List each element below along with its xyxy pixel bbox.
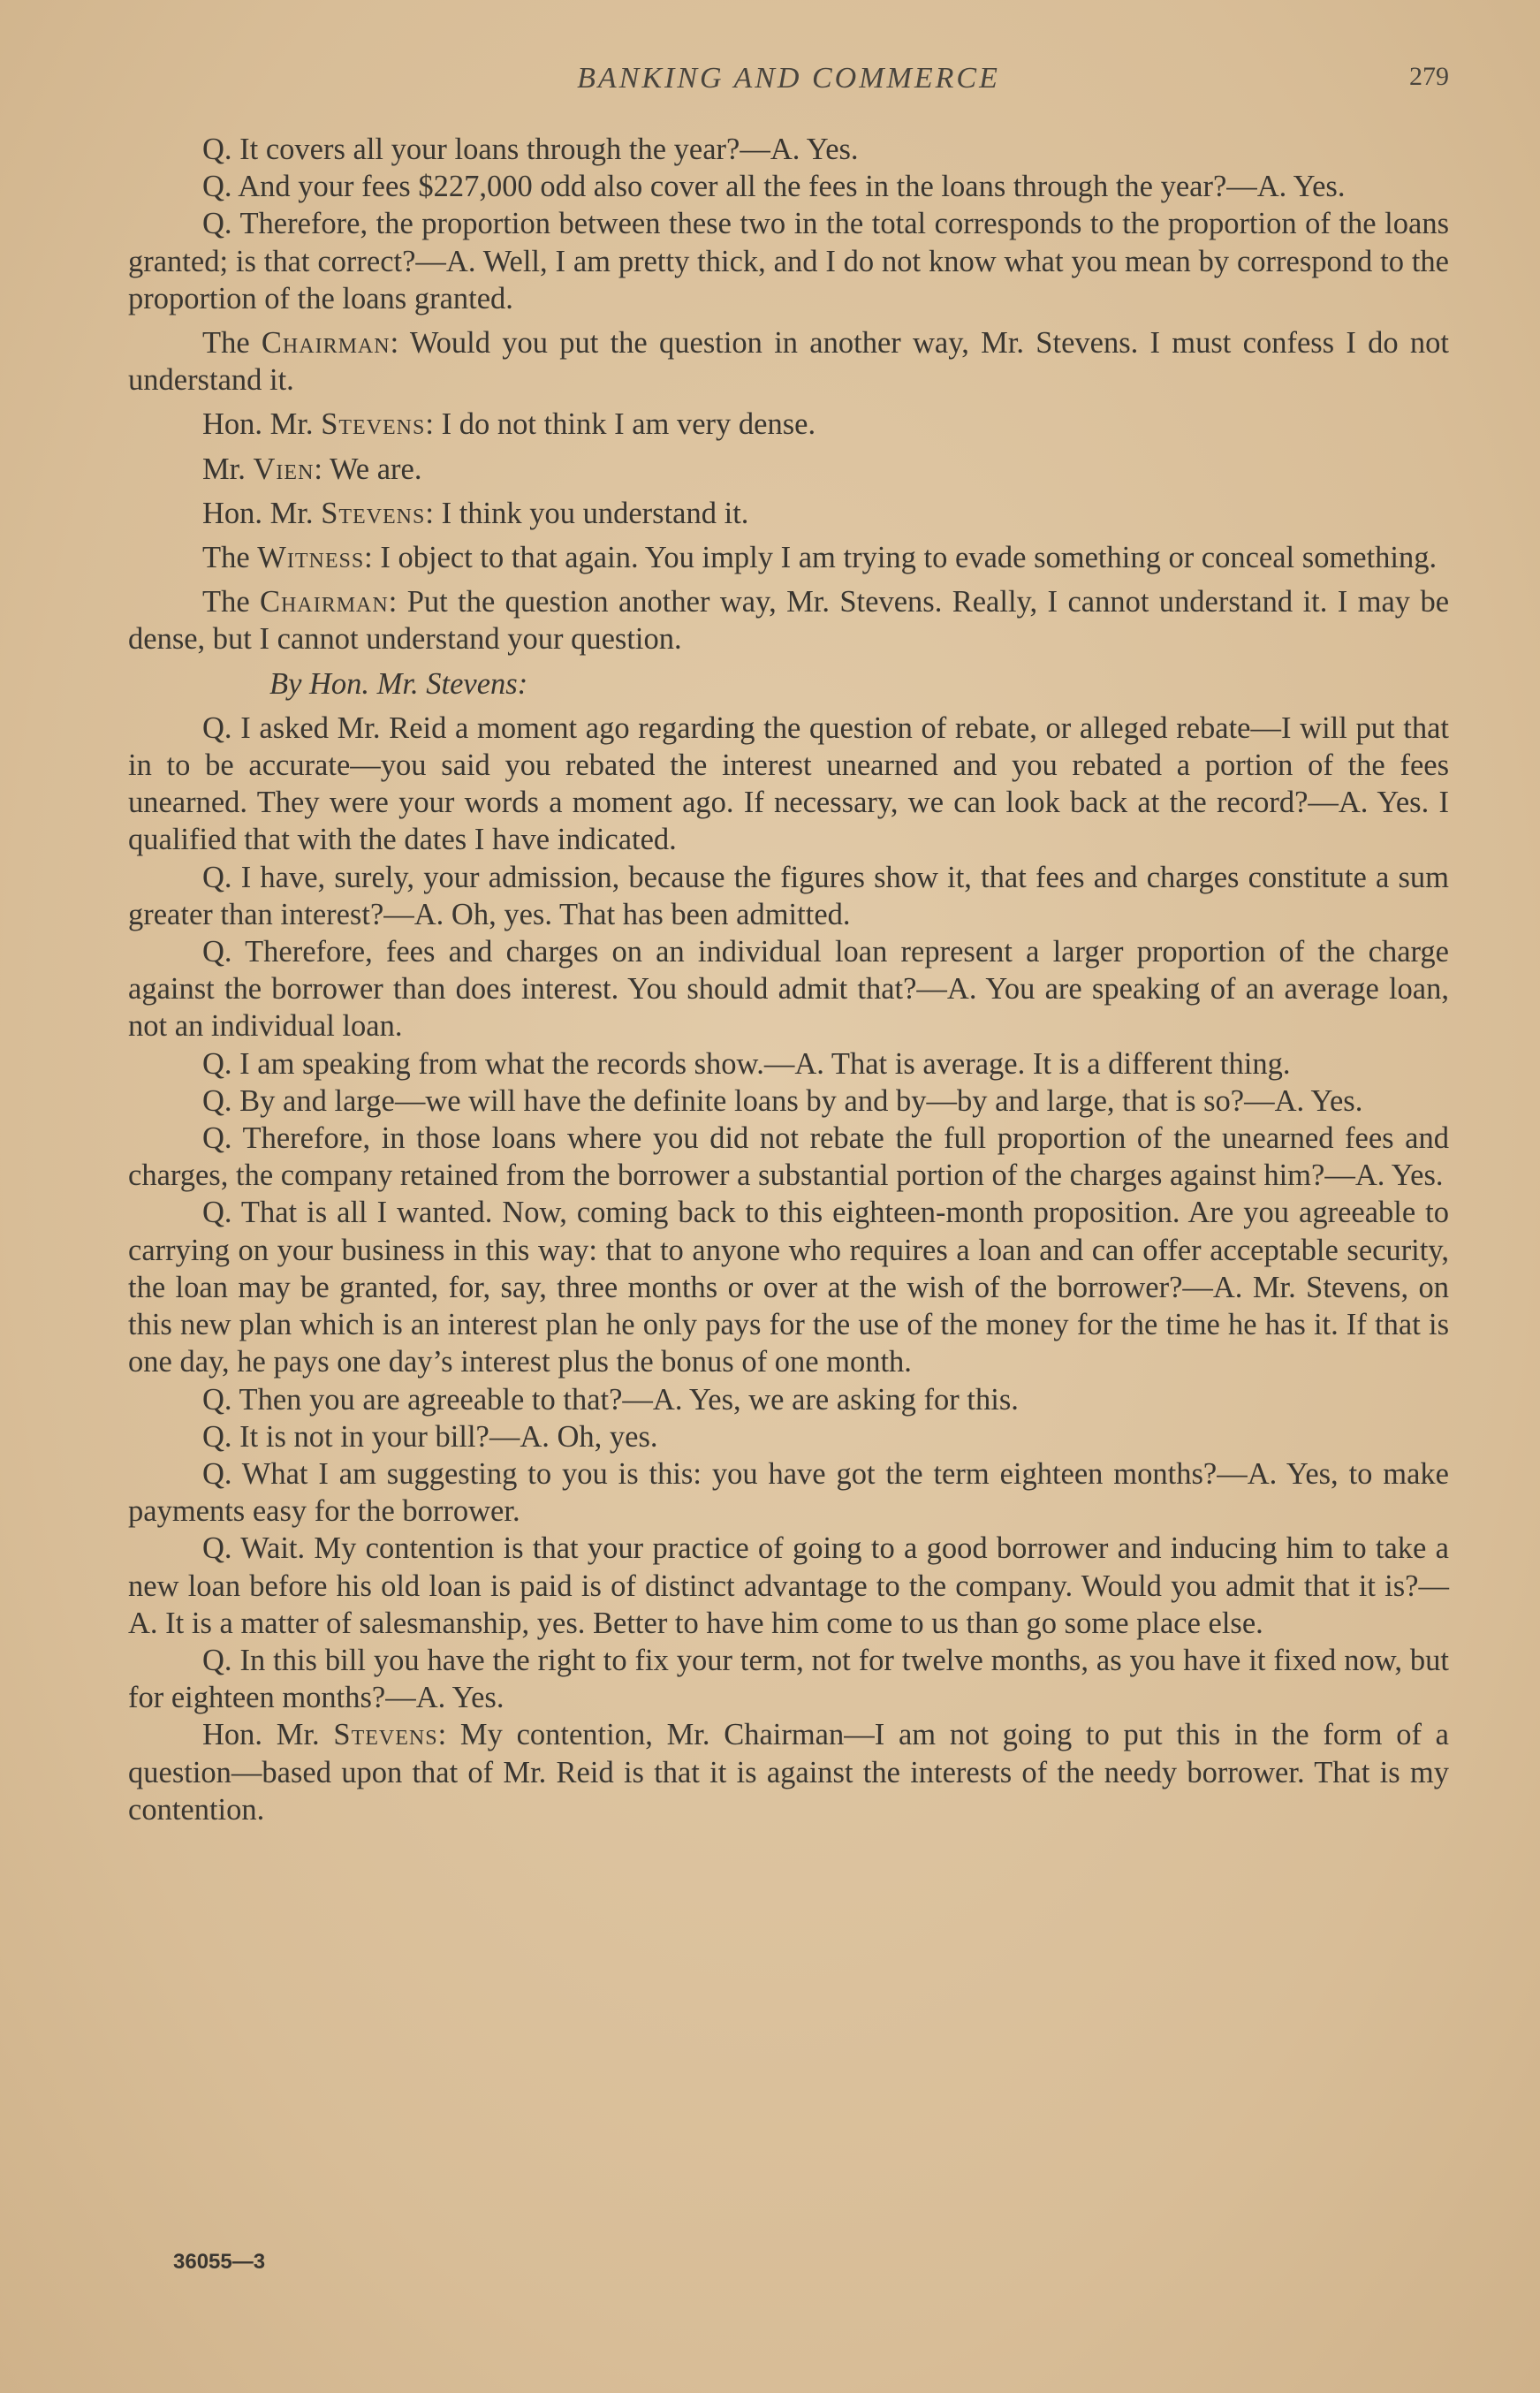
- page-header: [128, 62, 1449, 106]
- signature-mark: 36055—3: [173, 2250, 266, 2274]
- paragraph: The Witness: I object to that again. You imply I am trying to evade something or conceal something.: [202, 541, 1438, 575]
- speaker-name: Vien: [253, 452, 315, 486]
- paragraph: The Chairman: Put the question another way, Mr. Stevens. Really, I cannot understand it. I may be dense, but I cannot understand your question.: [128, 585, 1450, 657]
- speaker-name: Witness: [257, 541, 365, 575]
- speaker-name: Chairman: [260, 585, 389, 619]
- paragraph: Q. Therefore, in those loans where you did not rebate the full proportion of the unearned fees and charges, the company retained from the borrower a substantial portion of the charges against him?—A. Yes.: [128, 1121, 1449, 1193]
- running-head: BANKING AND COMMERCE: [577, 62, 1000, 95]
- paragraph: Q. That is all I wanted. Now, coming back to this eighteen-month proposition. Are you agreeable to carrying on your business in this way: that to anyone who requires a loan and can offer acceptable security, the loan may be granted, for, say, three months or over at the wish of the borrower?—A. Mr. Stevens, on this new plan which is an interest plan he only pays for the use of the money for the time he has it. If that is one day, he pays one day’s interest plus the bonus of one month.: [128, 1196, 1449, 1379]
- paragraph: Q. Therefore, the proportion between these two in the total corresponds to the proportion of the loans granted; is that correct?—A. Well, I am pretty thick, and I do not know what you mean by correspond to the proportion of the loans granted.: [128, 207, 1449, 315]
- paragraph: Hon. Mr. Stevens: I think you understand it.: [202, 496, 749, 530]
- page-number: 279: [1409, 62, 1449, 91]
- paragraph: Hon. Mr. Stevens: My contention, Mr. Chairman—I am not going to put this in the form of a question—based upon that of Mr. Reid is that it is against the interests of the needy borrower. That is my contention.: [128, 1718, 1449, 1827]
- paragraph: Q. And your fees $227,000 odd also cover all the fees in the loans through the year?—A. Yes.: [202, 170, 1346, 204]
- paragraph: Q. It covers all your loans through the year?—A. Yes.: [202, 133, 859, 166]
- paragraph: The Chairman: Would you put the question in another way, Mr. Stevens. I must confess I do not understand it.: [128, 326, 1449, 398]
- paragraph: Q. I have, surely, your admission, because the figures show it, that fees and charges constitute a sum greater than interest?—A. Oh, yes. That has been admitted.: [128, 860, 1449, 931]
- paragraph: Q. Wait. My contention is that your practice of going to a good borrower and inducing him to take a new loan before his old loan is paid is of distinct advantage to the company. Would you admit that it is?—A. It is a matter of salesmanship, yes. Better to have him come to us than go some place else.: [128, 1531, 1449, 1640]
- paragraph: Q. I asked Mr. Reid a moment ago regarding the question of rebate, or alleged rebate—I will put that in to be accurate—you said you rebated the interest unearned and you rebated a portion of the fees unearned. They were your words a moment ago. If necessary, we can look back at the record?—A. Yes. I qualified that with the dates I have indicated.: [128, 710, 1449, 857]
- paragraph: Hon. Mr. Stevens: I do not think I am very dense.: [202, 407, 816, 442]
- paragraph: Q. It is not in your bill?—A. Oh, yes.: [202, 1419, 658, 1454]
- speaker-name: Chairman: [261, 326, 391, 361]
- speaker-name: Stevens: [333, 1718, 438, 1752]
- speaker-name: Stevens: [321, 496, 426, 530]
- paragraph: Q. In this bill you have the right to fix your term, not for twelve months, as you have it fixed now, but for eighteen months?—A. Yes.: [128, 1643, 1449, 1715]
- speaker-name: Stevens: [321, 407, 426, 442]
- paragraph: Q. Therefore, fees and charges on an individual loan represent a larger proportion of the charge against the borrower than does interest. You should admit that?—A. You are speaking of an average loan, not an individual loan.: [128, 935, 1449, 1044]
- paragraph: Mr. Vien: We are.: [202, 452, 422, 486]
- paragraph: Q. What I am suggesting to you is this: you have got the term eighteen months?—A. Yes, to make payments easy for the borrower.: [128, 1456, 1449, 1529]
- paragraph: Q. By and large—we will have the definite loans by and by—by and large, that is so?—A. Yes.: [202, 1083, 1363, 1118]
- body-text: [128, 131, 1449, 1828]
- paragraph: Q. I am speaking from what the records show.—A. That is average. It is a different thing.: [202, 1046, 1291, 1081]
- paragraph: Q. Then you are agreeable to that?—A. Yes, we are asking for this.: [202, 1382, 1019, 1417]
- examiner-heading: By Hon. Mr. Stevens:: [269, 666, 528, 701]
